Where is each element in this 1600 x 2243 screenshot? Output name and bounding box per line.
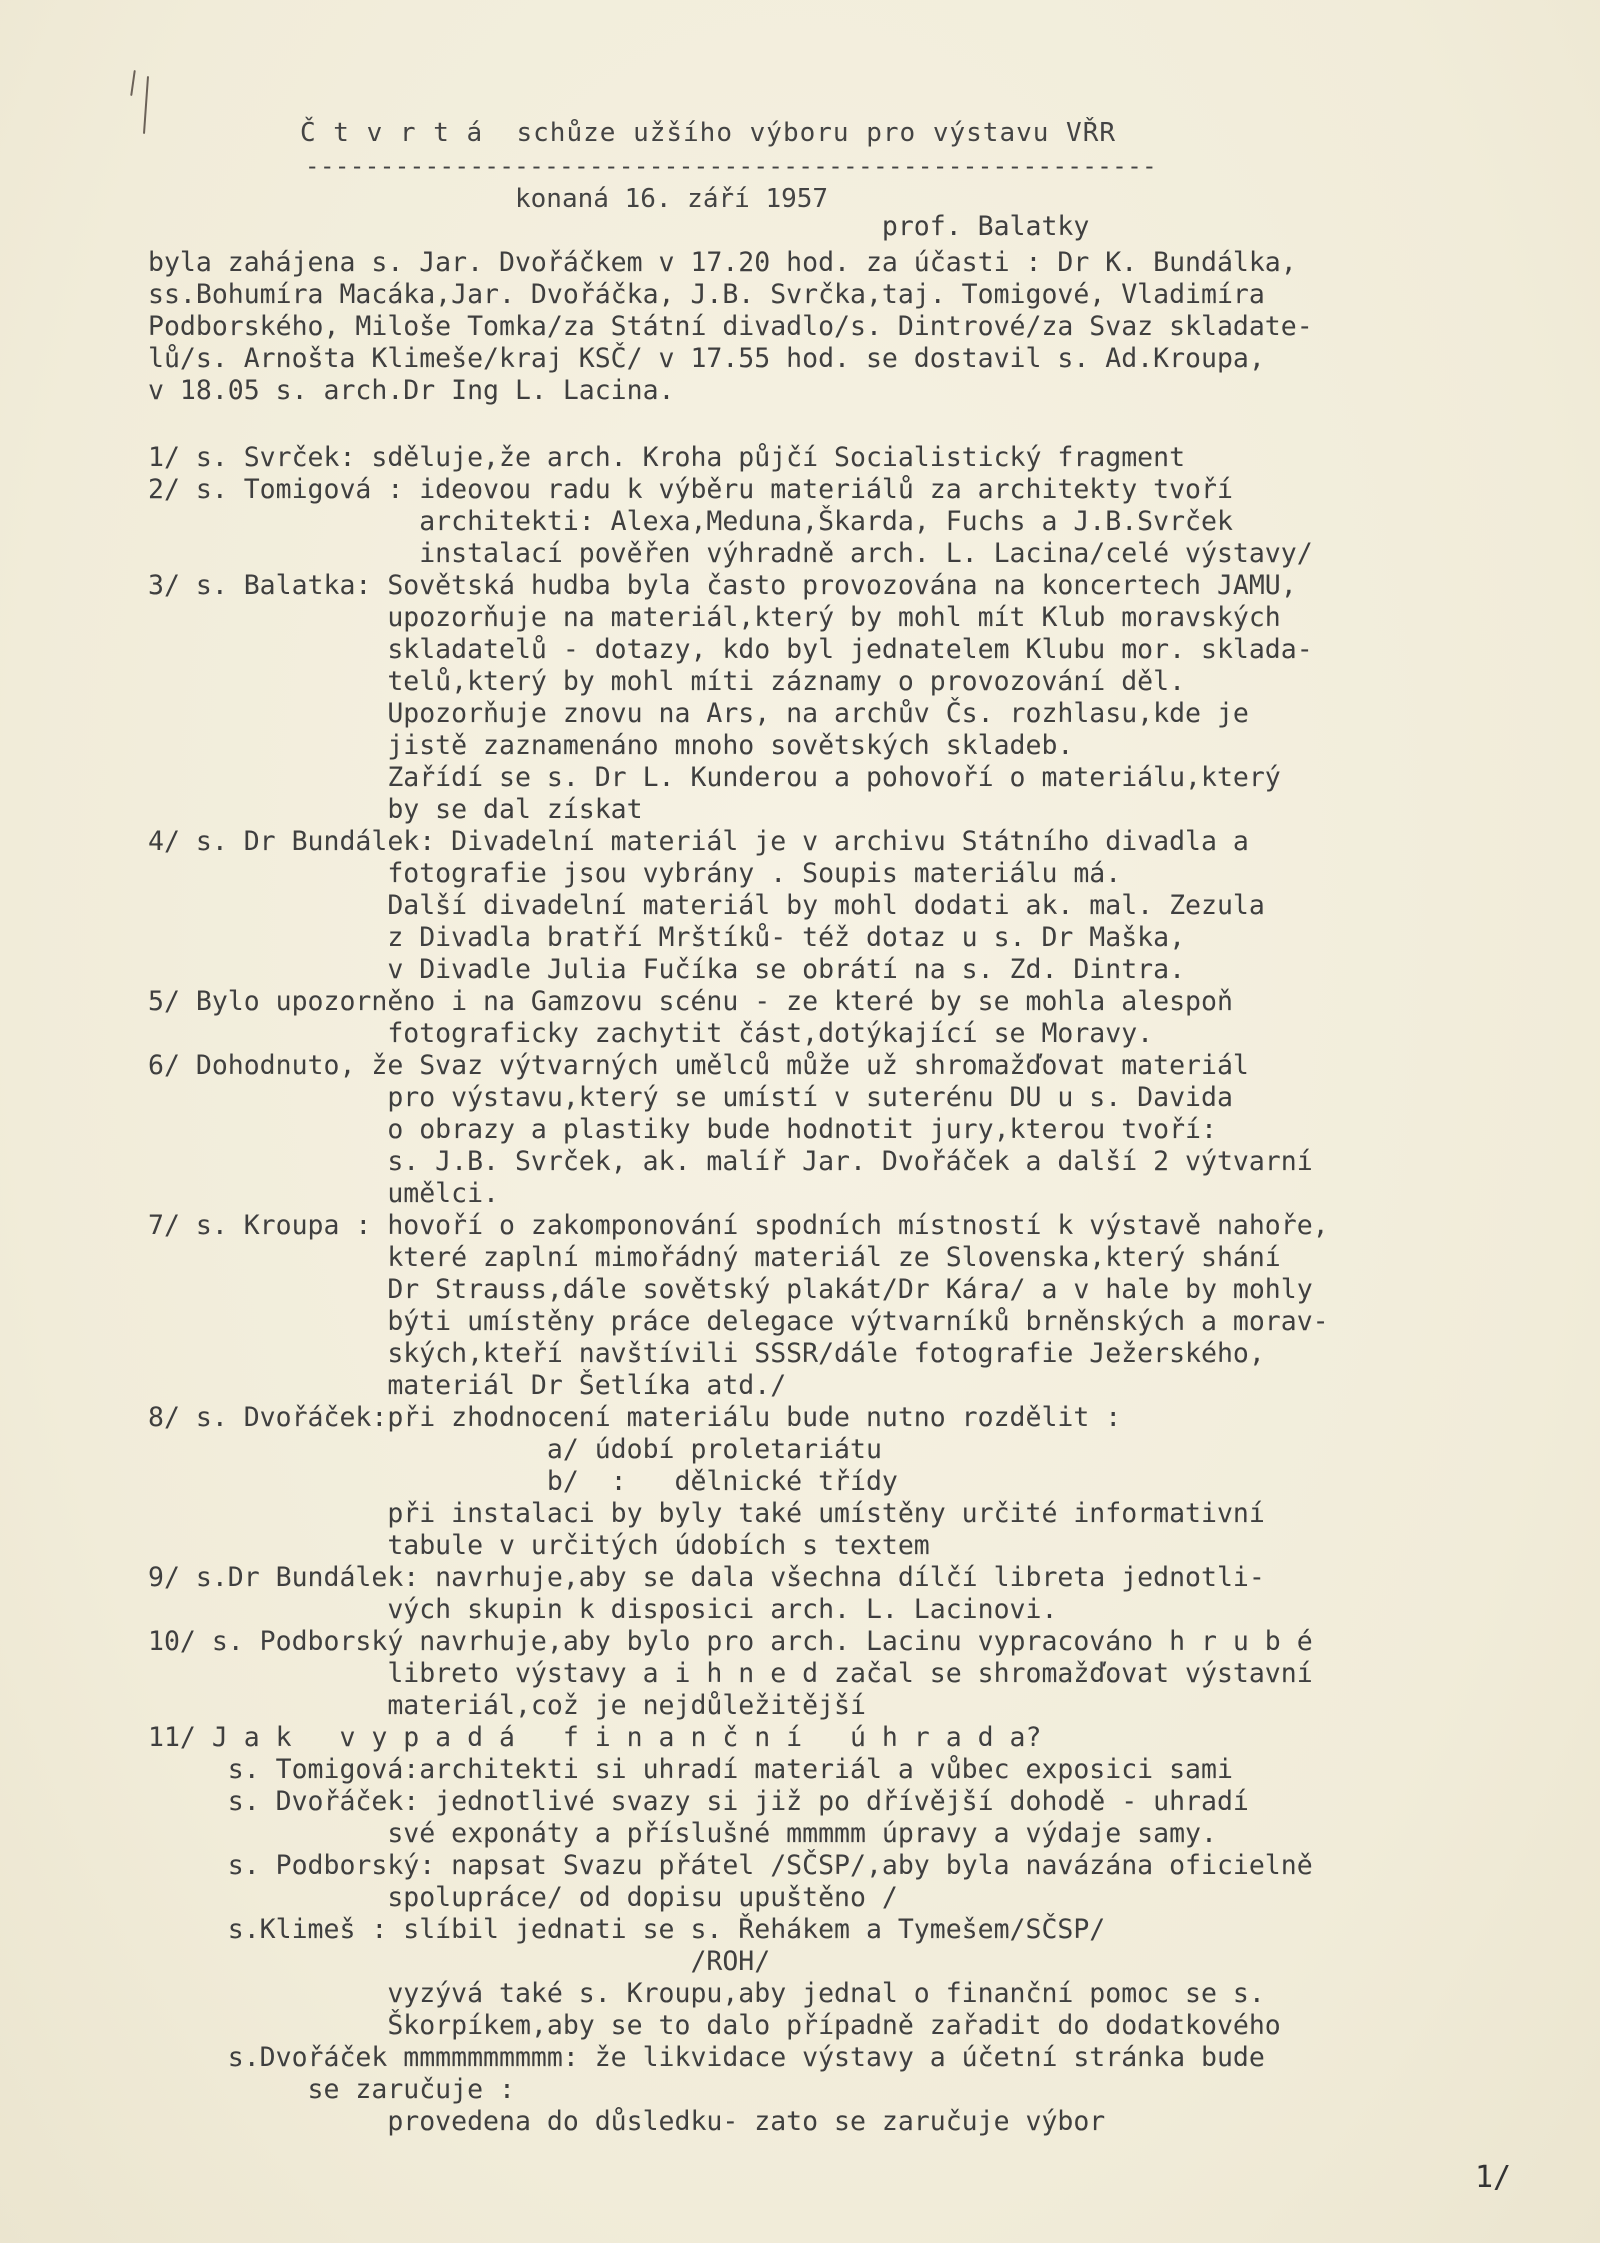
text-line: s. J.B. Svrček, ak. malíř Jar. Dvořáček a další 2 výtvarní <box>148 1146 1313 1177</box>
text-line: Dr Strauss,dále sovětský plakát/Dr Kára/ a v hale by mohly <box>148 1274 1313 1305</box>
text-line: architekti: Alexa,Meduna,Škarda, Fuchs a J.B.Svrček <box>148 506 1233 537</box>
document-title: Č t v r t á schůze užšího výboru pro výstavu VŘR <box>300 118 1117 148</box>
text-line: 4/ s. Dr Bundálek: Divadelní materiál je v archivu Státního divadla a <box>148 826 1249 857</box>
text-line: ských,kteří navštívili SSSR/dále fotografie Ježerského, <box>148 1338 1265 1369</box>
text-line: upozorňuje na materiál,který by mohl mít Klub moravských <box>148 602 1281 633</box>
text-line: jistě zaznamenáno mnoho sovětských skladeb. <box>148 730 1074 761</box>
text-line: Zařídí se s. Dr L. Kunderou a pohovoří o materiálu,který <box>148 762 1281 793</box>
text-line: býti umístěny práce delegace výtvarníků brněnských a morav- <box>148 1306 1329 1337</box>
title-underline: --------------------------------------------------------- <box>305 152 1158 180</box>
text-line: a/ údobí proletariátu <box>148 1434 882 1465</box>
text-line: 2/ s. Tomigová : ideovou radu k výběru materiálů za architekty tvoří <box>148 474 1233 505</box>
text-line: fotografie jsou vybrány . Soupis materiálu má. <box>148 858 1122 889</box>
text-line: s. Dvořáček: jednotlivé svazy si již po dřívější dohodě - uhradí <box>148 1786 1249 1817</box>
text-line: 5/ Bylo upozorněno i na Gamzovu scénu - ze které by se mohla alespoň <box>148 986 1233 1017</box>
text-line: 10/ s. Podborský navrhuje,aby bylo pro arch. Lacinu vypracováno h r u b é <box>148 1626 1313 1657</box>
text-line: by se dal získat <box>148 794 643 825</box>
text-line: Upozorňuje znovu na Ars, na archův Čs. rozhlasu,kde je <box>148 698 1249 729</box>
text-line: provedena do důsledku- zato se zaručuje výbor <box>148 2106 1106 2137</box>
text-line: 3/ s. Balatka: Sovětská hudba byla často provozována na koncertech JAMU, <box>148 570 1297 601</box>
text-line: Škorpíkem,aby se to dalo případně zařadit do dodatkového <box>148 2010 1281 2041</box>
text-line: 6/ Dohodnuto, že Svaz výtvarných umělců může už shromažďovat materiál <box>148 1050 1249 1081</box>
text-line: tabule v určitých údobích s textem <box>148 1530 930 1561</box>
text-line: instalací pověřen výhradně arch. L. Lacina/celé výstavy/ <box>148 538 1313 569</box>
text-line: materiál,což je nejdůležitější <box>148 1690 866 1721</box>
text-line: o obrazy a plastiky bude hodnotit jury,kterou tvoří: <box>148 1114 1217 1145</box>
text-line: pro výstavu,který se umístí v suterénu DU u s. Davida <box>148 1082 1233 1113</box>
text-line: b/ : dělnické třídy <box>148 1466 898 1497</box>
text-line: s. Tomigová:architekti si uhradí materiál a vůbec exposici sami <box>148 1754 1233 1785</box>
text-line: prof. Balatky <box>148 211 1090 242</box>
text-line: 8/ s. Dvořáček:při zhodnocení materiálu bude nutno rozdělit : <box>148 1402 1122 1433</box>
text-line: byla zahájena s. Jar. Dvořáčkem v 17.20 hod. za účasti : Dr K. Bundálka, <box>148 247 1297 278</box>
text-line: telů,který by mohl míti záznamy o provozování děl. <box>148 666 1186 697</box>
text-line: s.Klimeš : slíbil jednati se s. Řehákem a Tymešem/SČSP/ <box>148 1914 1106 1945</box>
text-line: 9/ s.Dr Bundálek: navrhuje,aby se dala všechna dílčí libreta jednotli- <box>148 1562 1265 1593</box>
text-line: umělci. <box>148 1178 499 1209</box>
text-line: materiál Dr Šetlíka atd./ <box>148 1370 787 1401</box>
text-line: s. Podborský: napsat Svazu přátel /SČSP/,aby byla navázána oficielně <box>148 1850 1313 1881</box>
text-line: své exponáty a příslušné mmmmm úpravy a výdaje samy. <box>148 1818 1217 1849</box>
text-line: ss.Bohumíra Macáka,Jar. Dvořáčka, J.B. Svrčka,taj. Tomigové, Vladimíra <box>148 279 1265 310</box>
text-line: vých skupin k disposici arch. L. Lacinovi. <box>148 1594 1058 1625</box>
text-line: 1/ s. Svrček: sděluje,že arch. Kroha půjčí Socialistický fragment <box>148 442 1186 473</box>
pen-mark <box>128 70 158 140</box>
text-line: 11/ J a k v y p a d á f i n a n č n í ú h r a d a? <box>148 1722 1042 1753</box>
text-line: Další divadelní materiál by mohl dodati ak. mal. Zezula <box>148 890 1265 921</box>
page-number: 1/ <box>1475 2160 1512 2195</box>
text-line: vyzývá také s. Kroupu,aby jednal o finanční pomoc se s. <box>148 1978 1265 2009</box>
text-line: fotograficky zachytit část,dotýkající se Moravy. <box>148 1018 1154 1049</box>
text-line: skladatelů - dotazy, kdo byl jednatelem Klubu mor. sklada- <box>148 634 1313 665</box>
text-line: 7/ s. Kroupa : hovoří o zakomponování spodních místností k výstavě nahoře, <box>148 1210 1329 1241</box>
text-line: libreto výstavy a i h n e d začal se shromažďovat výstavní <box>148 1658 1313 1689</box>
text-line: z Divadla bratří Mrštíků- též dotaz u s. Dr Maška, <box>148 922 1186 953</box>
text-line: které zaplní mimořádný materiál ze Slovenska,který shání <box>148 1242 1281 1273</box>
text-line: v Divadle Julia Fučíka se obrátí na s. Zd. Dintra. <box>148 954 1186 985</box>
text-line: v 18.05 s. arch.Dr Ing L. Lacina. <box>148 375 675 406</box>
text-line: spolupráce/ od dopisu upuštěno / <box>148 1882 898 1913</box>
text-line: lů/s. Arnošta Klimeše/kraj KSČ/ v 17.55 hod. se dostavil s. Ad.Kroupa, <box>148 343 1265 374</box>
text-line: při instalaci by byly také umístěny určité informativní <box>148 1498 1265 1529</box>
text-line: Podborského, Miloše Tomka/za Státní divadlo/s. Dintrové/za Svaz skladate- <box>148 311 1313 342</box>
text-line: /ROH/ <box>148 1946 771 1977</box>
text-line: s.Dvořáček mmmmmmmmmm: že likvidace výstavy a účetní stránka bude <box>148 2042 1265 2073</box>
text-line: se zaručuje : <box>148 2074 515 2105</box>
meeting-date: konaná 16. září 1957 <box>515 184 829 214</box>
